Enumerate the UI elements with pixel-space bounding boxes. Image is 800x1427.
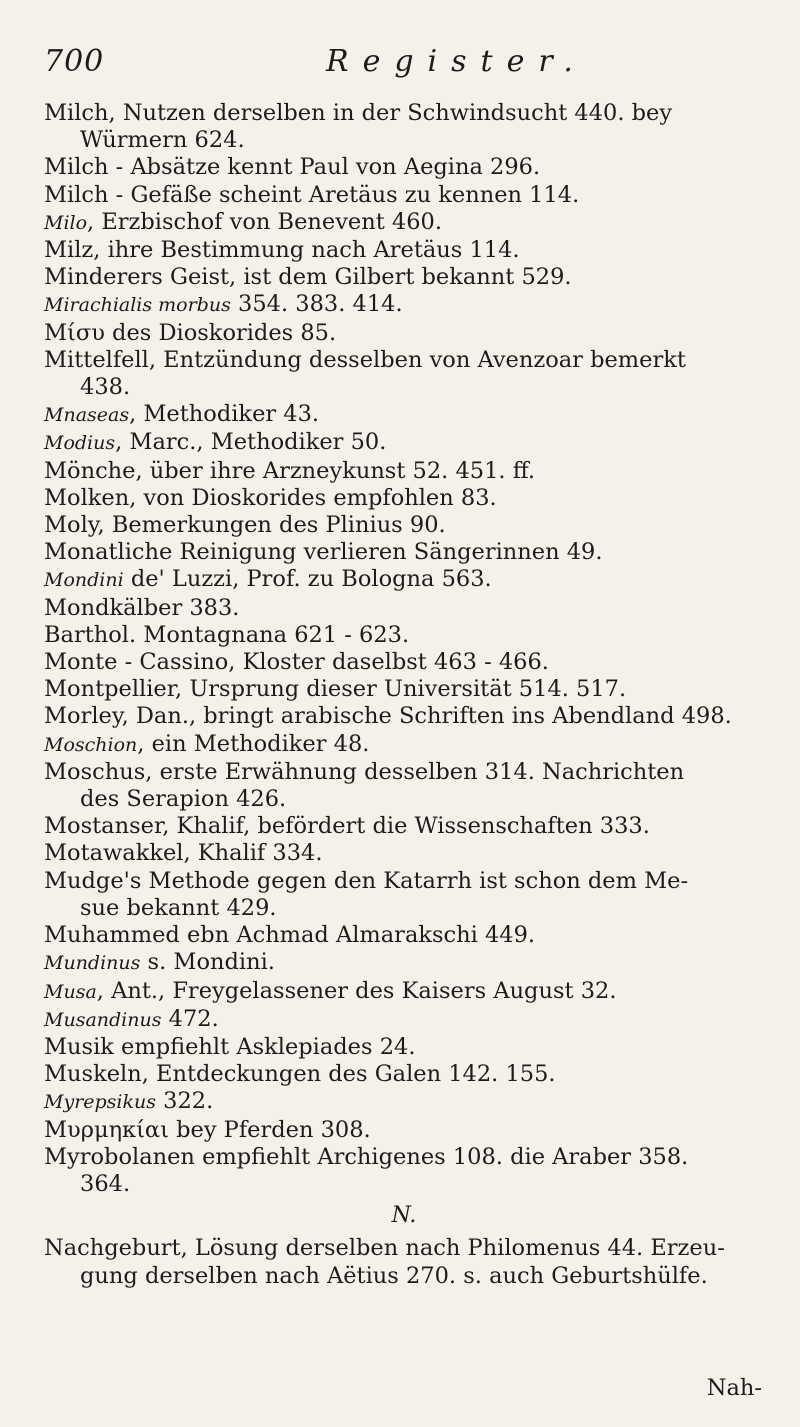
entry-text: 383. xyxy=(182,594,240,621)
entry-headword: Motawakkel xyxy=(44,840,184,867)
index-entry xyxy=(44,347,764,401)
entry-text: - Absätze kennt Paul von Aegina 296. xyxy=(108,154,541,181)
index-entry xyxy=(44,922,764,949)
entry-headword: Morley xyxy=(44,703,122,730)
entry-text: - Cassino, Kloster daselbst 463 - 466. xyxy=(117,649,549,676)
entry-text: 472. xyxy=(161,1005,219,1032)
entry-headword: Modius xyxy=(44,432,116,455)
entry-headword: Mittelfell xyxy=(44,346,149,373)
entry-text: 322. xyxy=(156,1088,214,1115)
index-entry xyxy=(44,237,764,264)
entry-text: , von Dioskorides empfohlen 83. xyxy=(129,484,497,511)
index-entry xyxy=(44,868,764,922)
entry-headword: Mondkälber xyxy=(44,594,183,621)
index-entry xyxy=(44,813,764,840)
entry-headword: Mostanser xyxy=(44,813,163,840)
entry-continuation: gung derselben nach Aëtius 270. s. auch Geburtshülfe. xyxy=(80,1262,708,1289)
entry-text: , erste Erwähnung desselben 314. Nachrichten xyxy=(145,758,685,785)
entry-headword: Mönche xyxy=(44,457,136,484)
index-entry xyxy=(44,1235,764,1289)
catchword: Nah- xyxy=(706,1375,762,1401)
entry-text: , Marc., Methodiker 50. xyxy=(115,429,387,456)
entry-headword: Barthol. xyxy=(44,621,137,648)
entry-text: , Dan., bringt arabische Schriften ins Abendland 498. xyxy=(121,703,732,730)
entry-continuation: 364. xyxy=(80,1170,131,1197)
entry-headword: Mirachialis morbus xyxy=(44,294,231,317)
entry-headword: Mnaseas xyxy=(44,404,130,427)
entry-headword: Muskeln xyxy=(44,1061,142,1088)
entry-text: , ihre Bestimmung nach Aretäus 114. xyxy=(93,237,520,264)
entry-text: , Ursprung dieser Universität 514. 517. xyxy=(175,676,627,703)
index-entry xyxy=(44,1088,764,1116)
entry-headword: Moschus xyxy=(44,758,146,785)
running-title: Register. xyxy=(326,44,587,79)
index-entry xyxy=(44,566,764,594)
entry-headword: Monte xyxy=(44,649,118,676)
entry-continuation: 438. xyxy=(80,374,131,401)
index-entry xyxy=(44,209,764,237)
index-entry xyxy=(44,840,764,867)
entry-text: de' Luzzi, Prof. zu Bologna 563. xyxy=(123,566,492,593)
index-entry xyxy=(44,731,764,759)
entry-headword: Mundinus xyxy=(44,952,141,975)
entry-continuation: Würmern 624. xyxy=(80,127,245,154)
entry-text: ebn Achmad Almarakschi 449. xyxy=(179,922,536,949)
entry-headword: Molken xyxy=(44,484,130,511)
entry-text: , Nutzen derselben in der Schwindsucht 440. bey xyxy=(108,100,673,126)
entry-text: Reinigung verlieren Sängerinnen 49. xyxy=(172,539,603,566)
entry-text: des Dioskorides 85. xyxy=(104,319,337,346)
entry-headword: Monatliche xyxy=(44,539,173,566)
page-number: 700 xyxy=(44,44,105,79)
index-entry xyxy=(44,759,764,813)
index-entry xyxy=(44,703,764,730)
index-entry xyxy=(44,291,764,319)
entry-text: s. Mondini. xyxy=(140,949,275,976)
index-entry xyxy=(44,676,764,703)
index-entry xyxy=(44,154,764,181)
entry-text: , ein Methodiker 48. xyxy=(137,730,370,757)
page-header xyxy=(44,40,764,84)
entry-text: , Khalif, befördert die Wissenschaften 333. xyxy=(162,813,650,840)
entry-text: , Entzündung desselben von Avenzoar bemerkt xyxy=(148,346,686,373)
entry-headword: Musik xyxy=(44,1033,114,1060)
entry-headword: Musandinus xyxy=(44,1008,162,1031)
entry-headword: Musa xyxy=(44,980,97,1003)
index-entry xyxy=(44,1144,764,1198)
entry-headword: Μίσυ xyxy=(44,319,105,346)
index-entry xyxy=(44,401,764,429)
entry-headword: Milz xyxy=(44,237,94,264)
index-entry xyxy=(44,1117,764,1144)
index-entry xyxy=(44,100,764,154)
index-entry xyxy=(44,458,764,485)
entry-continuation: des Serapion 426. xyxy=(80,786,287,813)
entry-headword: Muhammed xyxy=(44,922,180,949)
index-entry xyxy=(44,512,764,539)
entry-text: empfiehlt Asklepiades 24. xyxy=(113,1033,416,1060)
index-entry xyxy=(44,264,764,291)
entry-text: 354. 383. 414. xyxy=(230,291,403,318)
entry-headword: Moly xyxy=(44,512,98,539)
entry-headword: Milch xyxy=(44,181,109,208)
entry-text: , Khalif 334. xyxy=(183,840,323,867)
entry-text: , über ihre Arzneykunst 52. 451. ff. xyxy=(135,457,536,484)
entry-text: , Entdeckungen des Galen 142. 155. xyxy=(141,1061,556,1088)
entry-headword: Milo xyxy=(44,211,88,234)
index-entry xyxy=(44,978,764,1006)
index-entry xyxy=(44,595,764,622)
entry-text: - Gefäße scheint Aretäus zu kennen 114. xyxy=(108,181,580,208)
index-entry xyxy=(44,622,764,649)
entry-text: , Erzbischof von Benevent 460. xyxy=(87,208,443,235)
index-entry xyxy=(44,1034,764,1061)
entry-headword: Milch xyxy=(44,154,109,181)
entry-text: bey Pferden 308. xyxy=(168,1116,371,1143)
index-entry xyxy=(44,485,764,512)
index-entry xyxy=(44,182,764,209)
entry-headword: Milch xyxy=(44,100,109,126)
entry-headword: Myrobolanen xyxy=(44,1143,195,1170)
index-entry xyxy=(44,539,764,566)
index-entries xyxy=(44,100,764,1290)
entry-text: , Ant., Freygelassener des Kaisers August 32. xyxy=(96,977,617,1004)
entry-headword: Nachgeburt xyxy=(44,1235,181,1262)
index-entry xyxy=(44,1061,764,1088)
entry-headword: Μυρμηκίαι xyxy=(44,1116,169,1143)
entry-text: , Bemerkungen des Plinius 90. xyxy=(97,512,446,539)
entry-text: empfiehlt Archigenes 108. die Araber 358. xyxy=(194,1143,689,1170)
entry-headword: Myrepsikus xyxy=(44,1091,157,1114)
entry-text: , Lösung derselben nach Philomenus 44. Erzeu- xyxy=(180,1235,725,1262)
entry-continuation: sue bekannt 429. xyxy=(80,894,277,921)
entry-text: Montagnana 621 - 623. xyxy=(136,621,410,648)
entry-text: Methode gegen den Katarrh ist schon dem Me- xyxy=(141,867,689,894)
entry-headword: Moschion xyxy=(44,733,138,756)
entry-text: Geist, ist dem Gilbert bekannt 529. xyxy=(162,264,572,291)
entry-headword: Montpellier xyxy=(44,676,176,703)
index-entry xyxy=(44,649,764,676)
index-entry xyxy=(44,320,764,347)
section-letter: N. xyxy=(391,1203,417,1229)
entry-text: , Methodiker 43. xyxy=(129,401,320,428)
index-entry xyxy=(44,949,764,977)
index-entry xyxy=(44,429,764,457)
entry-headword: Mondini xyxy=(44,569,124,592)
index-entry xyxy=(44,1006,764,1034)
entry-headword: Minderers xyxy=(44,264,163,291)
entry-headword: Mudge's xyxy=(44,867,142,894)
